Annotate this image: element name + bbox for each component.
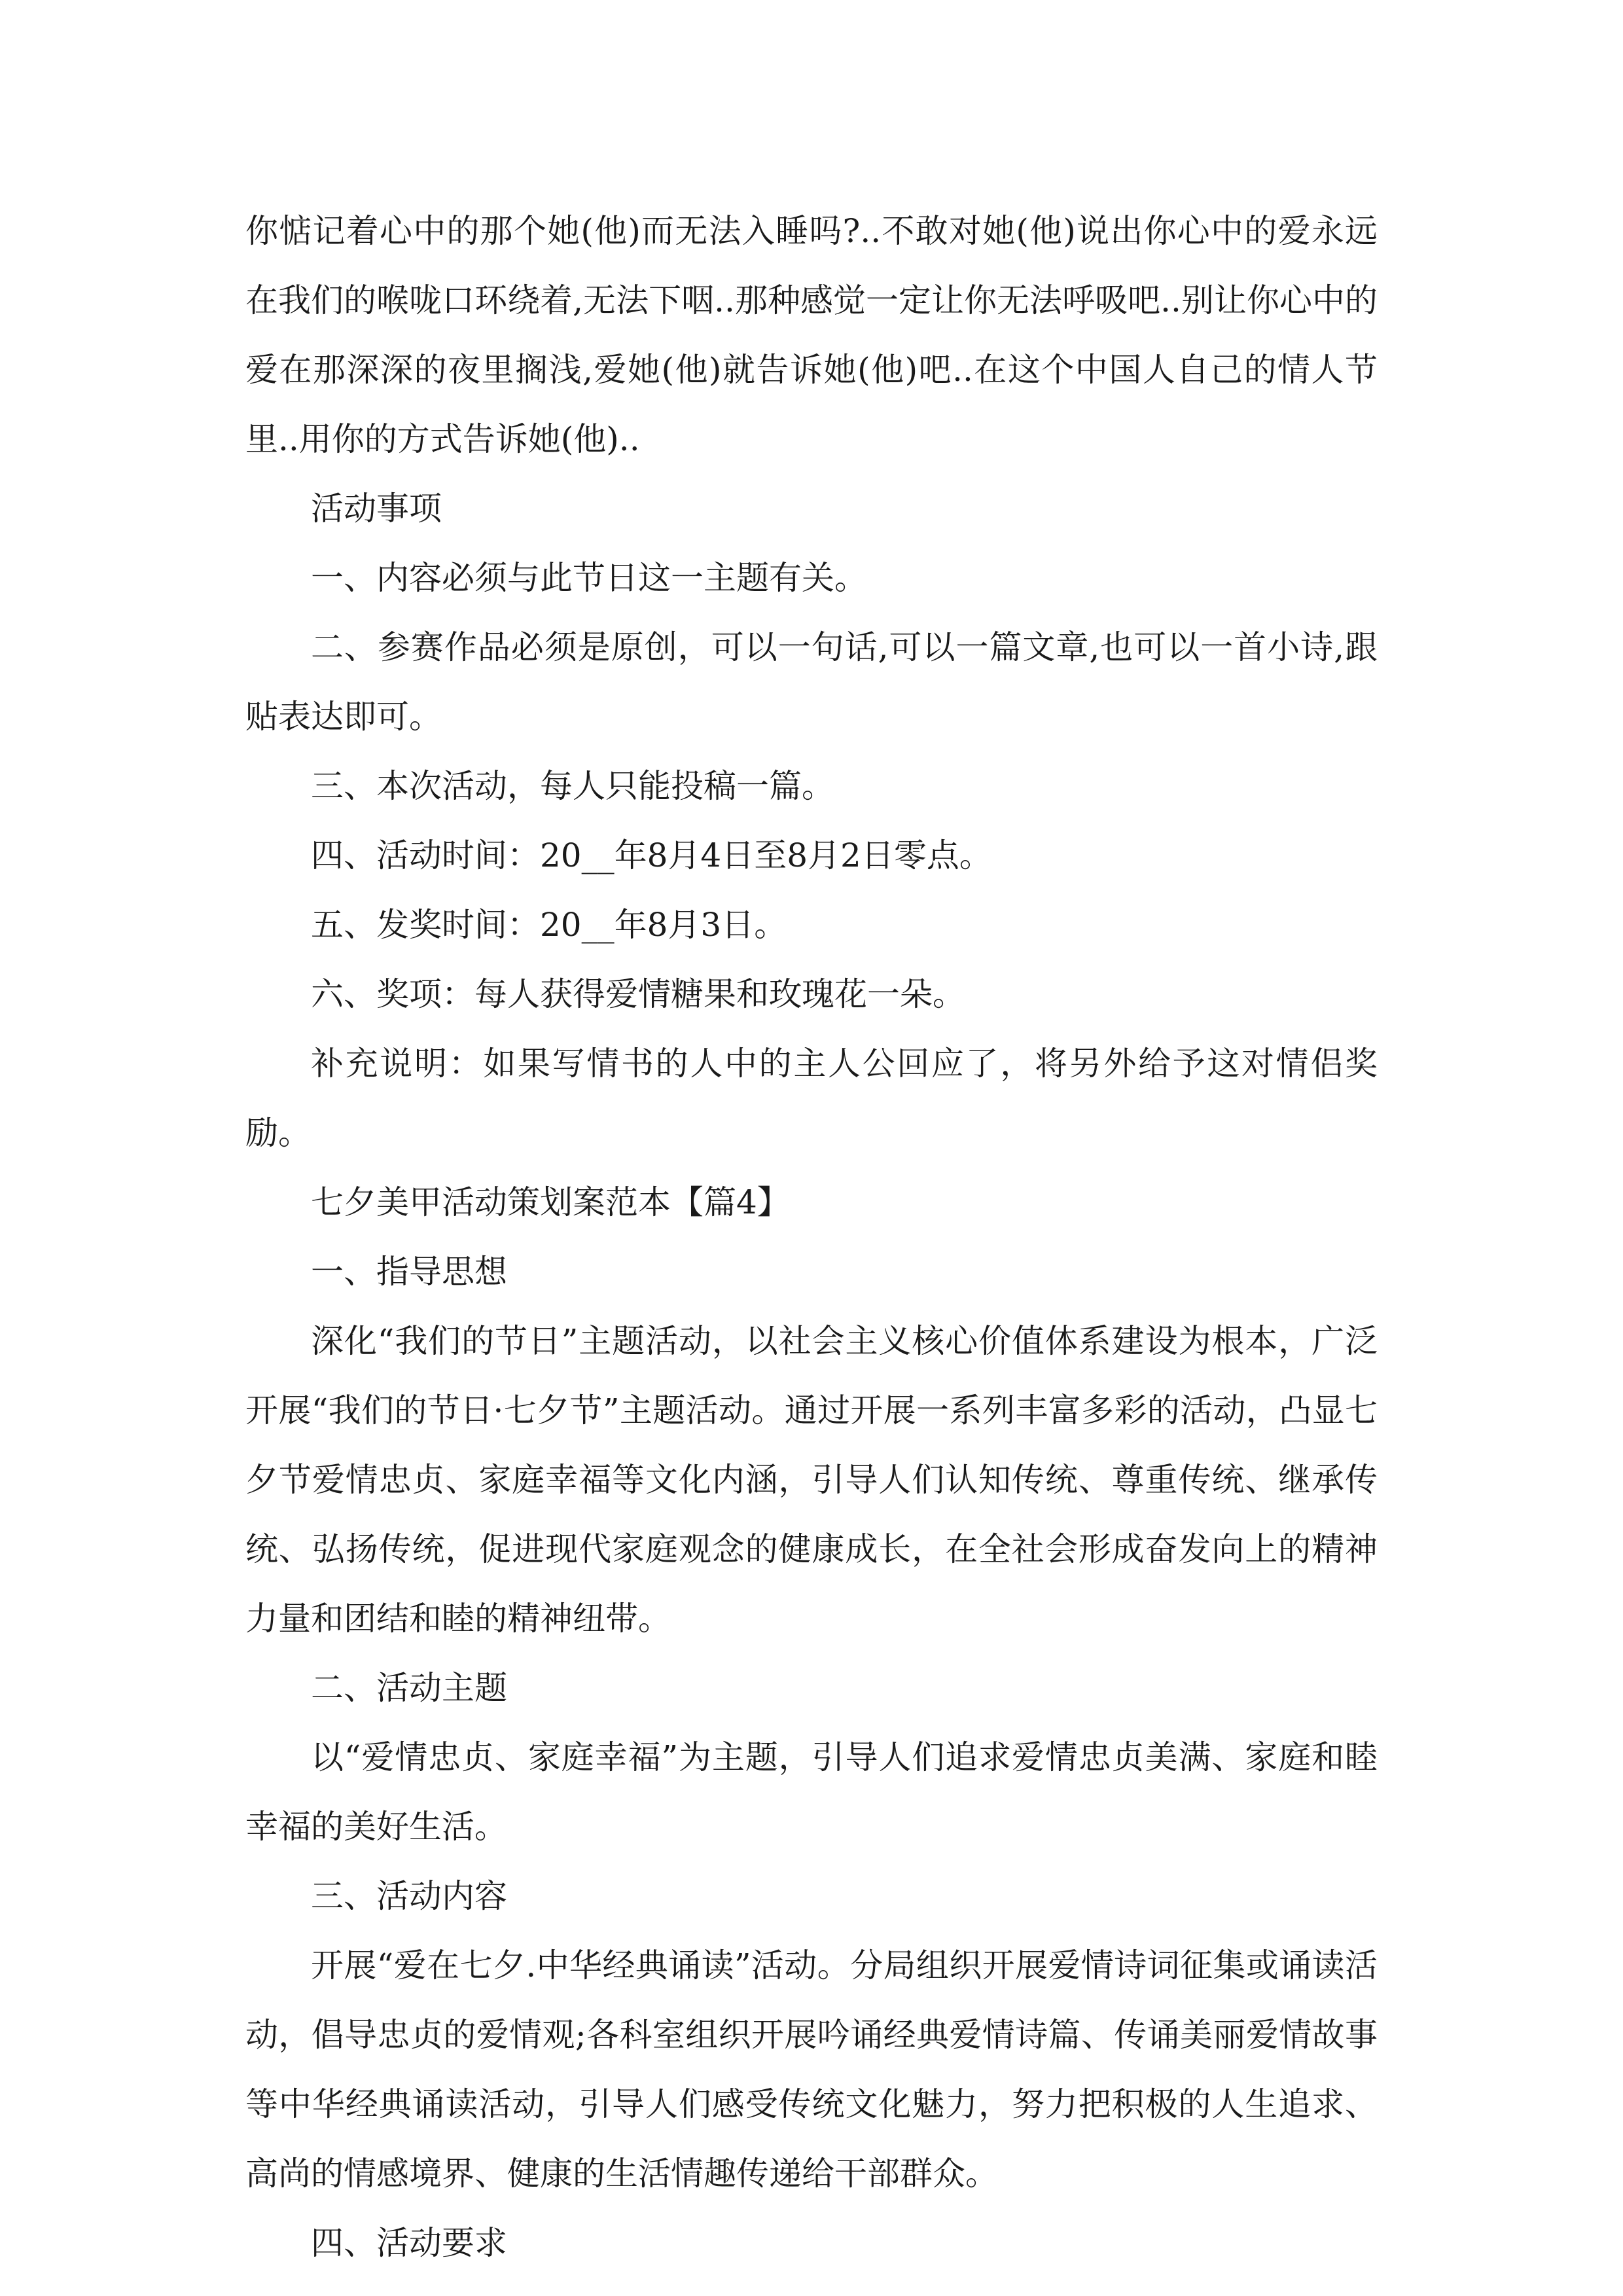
document-body (245, 196, 1378, 2278)
heading-activity-content: 三、活动内容 (311, 1877, 507, 1915)
note-item-5: 五、发奖时间：20__年8月3日。 (311, 906, 787, 944)
heading-activity-theme: 二、活动主题 (311, 1669, 507, 1707)
intro-paragraph: 你惦记着心中的那个她(他)而无法入睡吗?..不敢对她(他)说出你心中的爱永远在我们的喉咙口环绕着,无法下咽..那种感觉一定让你无法呼吸吧..别让你心中的爱在那深深的夜里搁浅,爱她(他)就告诉她(他)吧..在这个中国人自己的情人节里..用你的方式告诉她(他).. (245, 212, 1378, 458)
guiding-thought-paragraph: 深化“我们的节日”主题活动，以社会主义核心价值体系建设为根本，广泛开展“我们的节日·七夕节”主题活动。通过开展一系列丰富多彩的活动，凸显七夕节爱情忠贞、家庭幸福等文化内涵，引导人们认知传统、尊重传统、继承传统、弘扬传统，促进现代家庭观念的健康成长，在全社会形成奋发向上的精神力量和团结和睦的精神纽带。 (245, 1322, 1378, 1638)
note-item-6: 六、奖项：每人获得爱情糖果和玫瑰花一朵。 (311, 975, 965, 1013)
supplementary-note: 补充说明：如果写情书的人中的主人公回应了，将另外给予这对情侣奖励。 (245, 1045, 1378, 1152)
note-item-3: 三、本次活动，每人只能投稿一篇。 (311, 767, 834, 805)
heading-activity-requirements: 四、活动要求 (311, 2224, 507, 2262)
heading-guiding-thought: 一、指导思想 (311, 1253, 507, 1291)
note-item-1: 一、内容必须与此节日这一主题有关。 (311, 559, 867, 597)
notes-heading: 活动事项 (311, 490, 442, 528)
section-title: 七夕美甲活动策划案范本【篇4】 (311, 1183, 790, 1221)
activity-theme-paragraph: 以“爱情忠贞、家庭幸福”为主题，引导人们追求爱情忠贞美满、家庭和睦幸福的美好生活。 (245, 1738, 1378, 1846)
note-item-4: 四、活动时间：20__年8月4日至8月2日零点。 (311, 836, 992, 874)
note-item-2: 二、参赛作品必须是原创，可以一句话,可以一篇文章,也可以一首小诗,跟贴表达即可。 (245, 628, 1378, 736)
activity-content-paragraph: 开展“爱在七夕.中华经典诵读”活动。分局组织开展爱情诗词征集或诵读活动，倡导忠贞的爱情观;各科室组织开展吟诵经典爱情诗篇、传诵美丽爱情故事等中华经典诵读活动，引导人们感受传统文化魅力，努力把积极的人生追求、高尚的情感境界、健康的生活情趣传递给干部群众。 (245, 1946, 1378, 2193)
